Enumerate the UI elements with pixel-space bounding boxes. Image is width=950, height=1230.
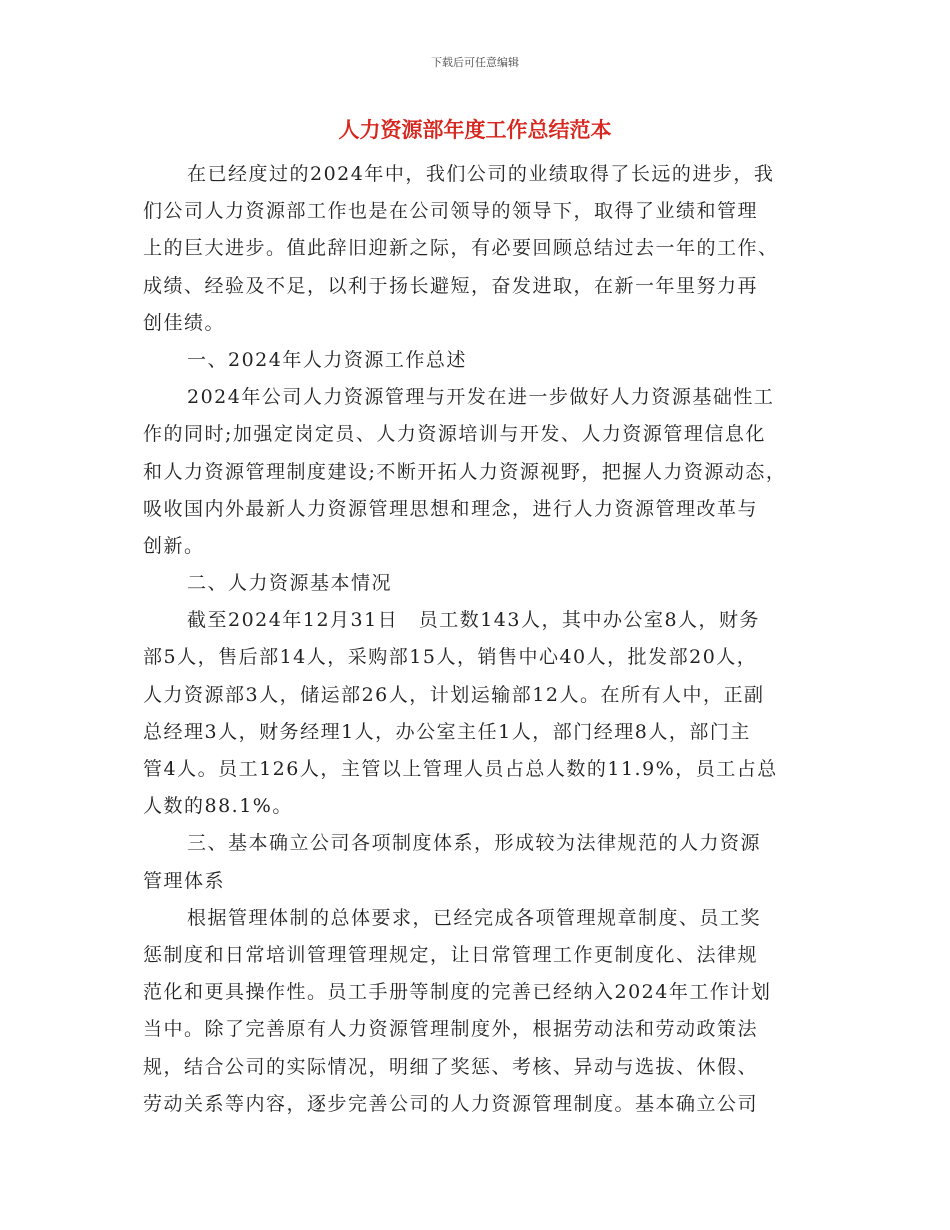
header-note: 下载后可任意编辑 xyxy=(431,56,519,69)
section-heading-1: 一、2024年人力资源工作总述 xyxy=(187,348,467,371)
body-line: 和人力资源管理制度建设;不断开拓人力资源视野，把握人力资源动态， xyxy=(143,460,787,483)
body-line: 规，结合公司的实际情况，明细了奖惩、考核、异动与选拔、休假、 xyxy=(143,1055,759,1078)
section-heading-3-continued: 管理体系 xyxy=(143,869,226,892)
body-line: 劳动关系等内容，逐步完善公司的人力资源管理制度。基本确立公司 xyxy=(143,1092,759,1115)
body-line: 部5人，售后部14人，采购部15人，销售中心40人，批发部20人， xyxy=(143,646,758,669)
body-line: 根据管理体制的总体要求，已经完成各项管理规章制度、员工奖 xyxy=(187,906,762,929)
body-line: 截至2024年12月31日 员工数143人，其中办公室8人，财务 xyxy=(187,609,761,632)
body-line: 人数的88.1%。 xyxy=(143,795,293,818)
body-line: 吸收国内外最新人力资源管理思想和理念，进行人力资源管理改革与 xyxy=(143,497,759,520)
body-line: 范化和更具操作性。员工手册等制度的完善已经纳入2024年工作计划 xyxy=(143,981,772,1004)
body-line: 们公司人力资源部工作也是在公司领导的领导下，取得了业绩和管理 xyxy=(143,200,759,223)
body-line: 总经理3人，财务经理1人，办公室主任1人，部门经理8人，部门主 xyxy=(143,720,751,743)
body-line: 创佳绩。 xyxy=(143,311,226,334)
body-line: 2024年公司人力资源管理与开发在进一步做好人力资源基础性工 xyxy=(187,386,775,409)
section-heading-3: 三、基本确立公司各项制度体系，形成较为法律规范的人力资源 xyxy=(187,832,762,855)
body-line: 在已经度过的2024年中，我们公司的业绩取得了长远的进步，我 xyxy=(187,163,775,185)
body-line: 上的巨大进步。值此辞旧迎新之际，有必要回顾总结过去一年的工作、 xyxy=(143,237,779,260)
body-line: 当中。除了完善原有人力资源管理制度外，根据劳动法和劳动政策法 xyxy=(143,1018,759,1041)
body-line: 作的同时;加强定岗定员、人力资源培训与开发、人力资源管理信息化 xyxy=(143,423,766,446)
section-heading-2: 二、人力资源基本情况 xyxy=(187,572,393,595)
document-title: 人力资源部年度工作总结范本 xyxy=(338,118,612,142)
document-body xyxy=(143,156,813,1123)
body-line: 人力资源部3人，储运部26人，计划运输部12人。在所有人中，正副 xyxy=(143,683,765,706)
body-line: 创新。 xyxy=(143,534,205,557)
body-line: 成绩、经验及不足，以利于扬长避短，奋发进取，在新一年里努力再 xyxy=(143,274,759,297)
body-line: 惩制度和日常培训管理管理规定，让日常管理工作更制度化、法律规 xyxy=(143,943,759,966)
body-line: 管4人。员工126人，主管以上管理人员占总人数的11.9%，员工占总 xyxy=(143,758,778,780)
